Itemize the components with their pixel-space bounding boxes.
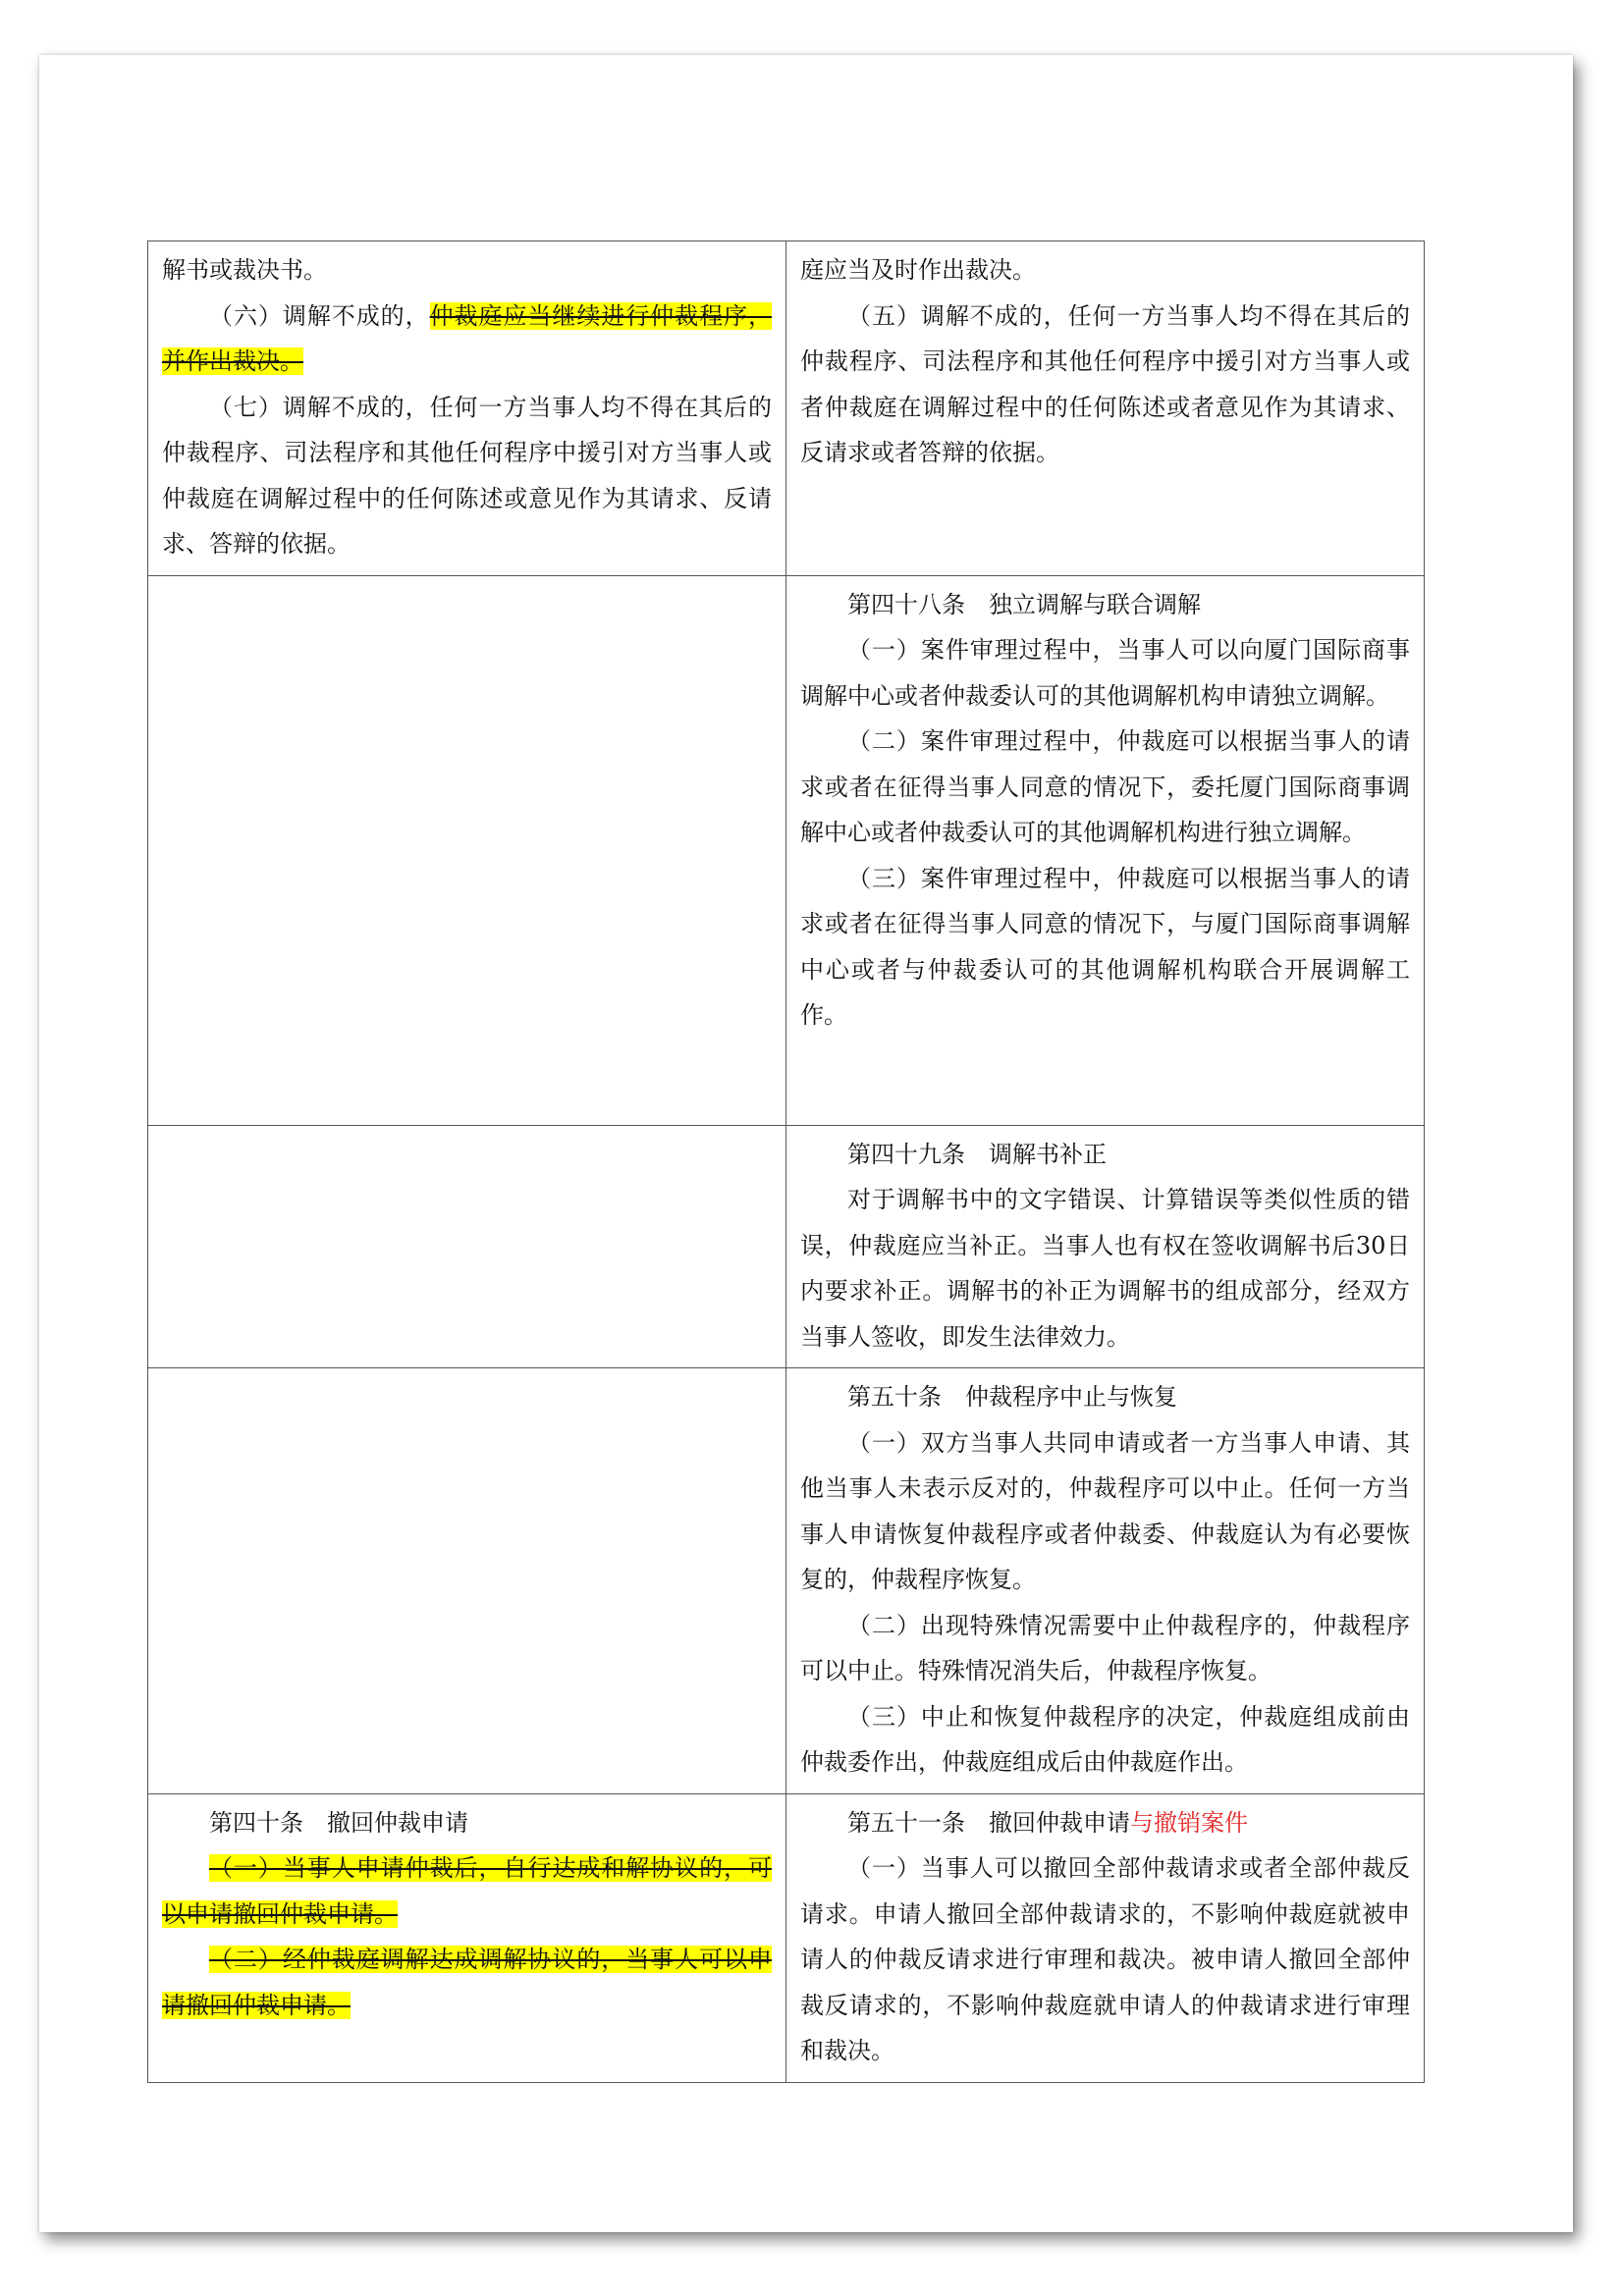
new-text-cell [786, 1368, 1425, 1794]
old-text-cell [148, 1368, 786, 1794]
deleted-text: （二）经仲裁庭调解达成调解协议的，当事人可以申请撤回仲裁申请。 [162, 1946, 772, 2019]
article-title-unchanged: 第五十一条 撤回仲裁申请 [847, 1808, 1130, 1837]
old-paragraph: （七）调解不成的，任何一方当事人均不得在其后的仲裁程序、司法程序和其他任何程序中援引对方当事人或仲裁庭在调解过程中的任何陈述或意见作为其请求、反请求、答辩的依据。 [162, 393, 772, 558]
article-title: 第五十条 仲裁程序中止与恢复 [847, 1383, 1177, 1411]
new-paragraph: （二）案件审理过程中，仲裁庭可以根据当事人的请求或者在征得当事人同意的情况下，委托厦门国际商事调解中心或者仲裁委认可的其他调解机构进行独立调解。 [800, 727, 1410, 846]
article-title [800, 1800, 1410, 1846]
table-row [148, 241, 1425, 576]
new-paragraph: 对于调解书中的文字错误、计算错误等类似性质的错误，仲裁庭应当补正。当事人也有权在签收调解书后30日内要求补正。调解书的补正为调解书的组成部分，经双方当事人签收，即发生法律效力。 [800, 1186, 1410, 1351]
new-paragraph: （二）出现特殊情况需要中止仲裁程序的，仲裁程序可以中止。特殊情况消失后，仲裁程序恢复。 [800, 1611, 1410, 1684]
old-paragraph [162, 1845, 772, 1937]
article-title: 第四十八条 独立调解与联合调解 [847, 590, 1201, 618]
article-title: 第四十条 撤回仲裁申请 [209, 1808, 468, 1837]
old-text-cell [148, 241, 786, 576]
table-row [148, 1368, 1425, 1794]
new-paragraph: 庭应当及时作出裁决。 [800, 256, 1036, 284]
old-text-cell [148, 1793, 786, 2082]
new-paragraph: （三）案件审理过程中，仲裁庭可以根据当事人的请求或者在征得当事人同意的情况下，与厦门国际商事调解中心或者与仲裁委认可的其他调解机构联合开展调解工作。 [800, 864, 1410, 1029]
new-text-cell [786, 1125, 1425, 1368]
article-title: 第四十九条 调解书补正 [847, 1140, 1107, 1168]
article-title-added: 与撤销案件 [1130, 1808, 1248, 1837]
old-clause-text: （六）调解不成的， [209, 301, 430, 330]
new-paragraph: （五）调解不成的，任何一方当事人均不得在其后的仲裁程序、司法程序和其他任何程序中援引对方当事人或者仲裁庭在调解过程中的任何陈述或者意见作为其请求、反请求或者答辩的依据。 [800, 301, 1410, 466]
new-paragraph: （一）当事人可以撤回全部仲裁请求或者全部仲裁反请求。申请人撤回全部仲裁请求的，不影响仲裁庭就被申请人的仲裁反请求进行审理和裁决。被申请人撤回全部仲裁反请求的，不影响仲裁庭就申请人的仲裁请求进行审理和裁决。 [800, 1854, 1410, 2064]
document-page [39, 55, 1573, 2232]
new-text-cell [786, 1793, 1425, 2082]
new-text-cell [786, 575, 1425, 1125]
deleted-text: 仲裁庭应当继续进行仲裁程序，并作出裁决。 [162, 301, 773, 375]
new-paragraph: （三）中止和恢复仲裁程序的决定，仲裁庭组成前由仲裁委作出，仲裁庭组成后由仲裁庭作出。 [800, 1702, 1410, 1776]
old-paragraph [162, 1937, 772, 2028]
new-text-cell [786, 241, 1425, 576]
deleted-text: （一）当事人申请仲裁后，自行达成和解协议的，可以申请撤回仲裁申请。 [162, 1854, 772, 1928]
comparison-table [147, 240, 1425, 2083]
table-row [148, 1125, 1425, 1368]
old-text-cell [148, 1125, 786, 1368]
old-text-cell [148, 575, 786, 1125]
new-paragraph: （一）双方当事人共同申请或者一方当事人申请、其他当事人未表示反对的，仲裁程序可以中止。任何一方当事人申请恢复仲裁程序或者仲裁委、仲裁庭认为有必要恢复的，仲裁程序恢复。 [800, 1428, 1410, 1593]
table-row [148, 575, 1425, 1125]
new-paragraph: （一）案件审理过程中，当事人可以向厦门国际商事调解中心或者仲裁委认可的其他调解机构申请独立调解。 [800, 636, 1410, 710]
old-paragraph: 解书或裁决书。 [162, 256, 327, 284]
table-row [148, 1793, 1425, 2082]
old-paragraph [162, 294, 772, 385]
